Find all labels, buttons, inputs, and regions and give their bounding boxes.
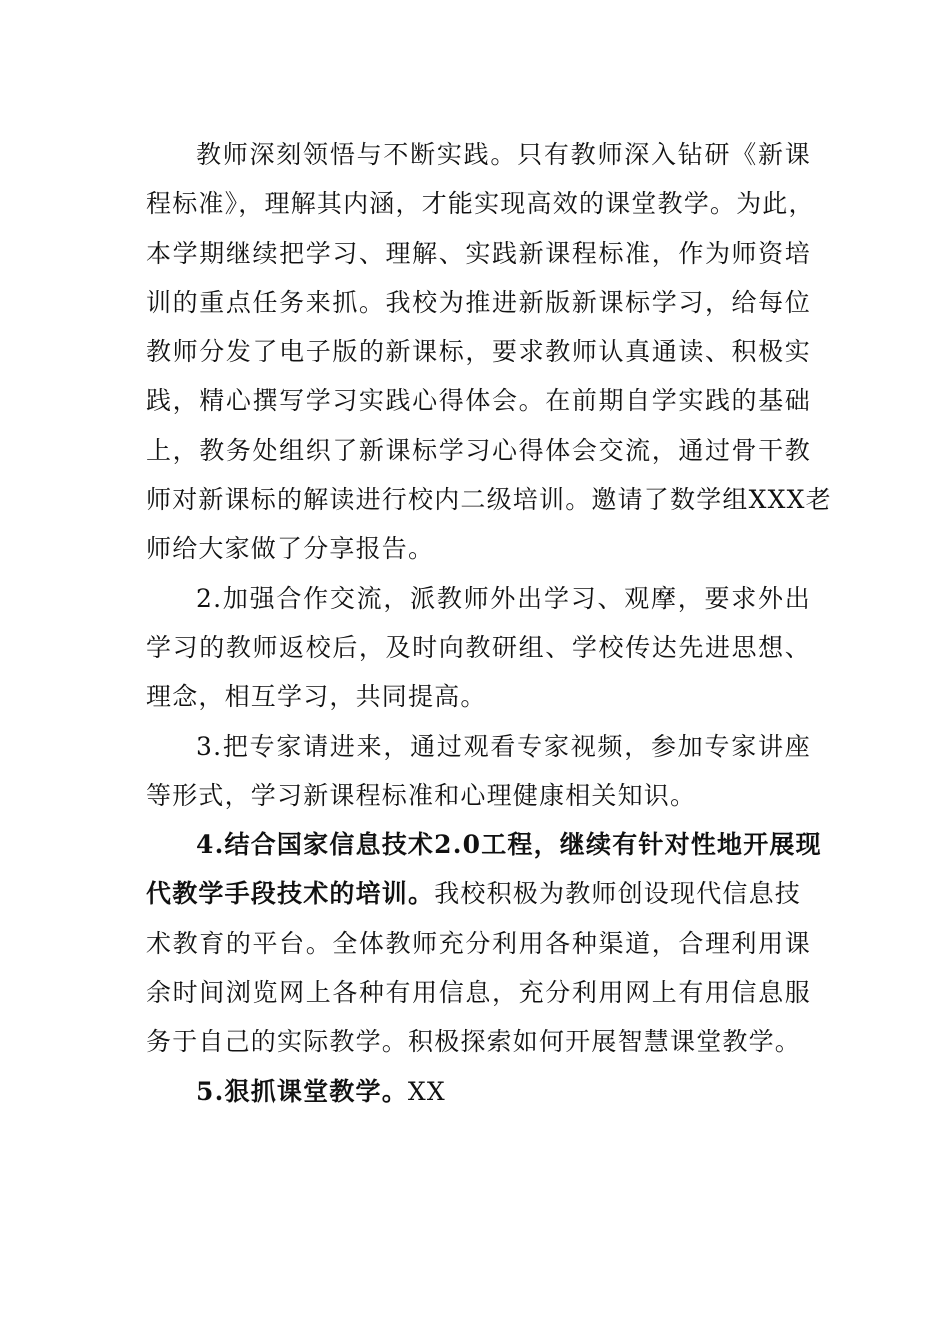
text-line: 教师分发了电子版的新课标，要求教师认真通读、积极实 [146, 337, 811, 367]
text-line: 余时间浏览网上各种有用信息，充分利用网上有用信息服 [146, 978, 811, 1008]
text-line: 师对新课标的解读进行校内二级培训。邀请了数学组XXX老 [146, 485, 832, 515]
text-line: 理念，相互学习，共同提高。 [146, 682, 487, 712]
text-line: 本学期继续把学习、理解、实践新课程标准，作为师资培 [146, 238, 811, 268]
text-fragment: XX [407, 1076, 446, 1106]
mixed-line [146, 869, 811, 918]
text-line: 师给大家做了分享报告。 [146, 534, 435, 564]
mixed-line [146, 1067, 811, 1116]
text-line: 程标准》，理解其内涵，才能实现高效的课堂教学。为此， [146, 189, 815, 219]
text-line: 学习的教师返校后，及时向教研组、学校传达先进思想、 [146, 632, 811, 662]
heading-line: 4.结合国家信息技术2.0工程，继续有针对性地开展现 [196, 830, 822, 860]
text-line: 上，教务处组织了新课标学习心得体会交流，通过骨干教 [146, 435, 811, 465]
text-fragment: 我校积极为教师创设现代信息技 [434, 879, 802, 909]
text-line: 务于自己的实际教学。积极探索如何开展智慧课堂教学。 [146, 1027, 802, 1057]
text-line: 教师深刻领悟与不断实践。只有教师深入钻研《新课 [196, 140, 811, 169]
text-line: 训的重点任务来抓。我校为推进新版新课标学习，给每位 [146, 287, 811, 317]
document-body [146, 130, 832, 1116]
heading-fragment: 5.狠抓课堂教学。 [196, 1076, 408, 1106]
heading-fragment: 代教学手段技术的培训。 [146, 879, 435, 909]
text-line: 践，精心撰写学习实践心得体会。在前期自学实践的基础 [146, 386, 811, 416]
text-line: 术教育的平台。全体教师充分利用各种渠道，合理利用课 [146, 928, 811, 958]
text-line: 2.加强合作交流，派教师外出学习、观摩，要求外出 [196, 583, 811, 613]
text-line: 等形式，学习新课程标准和心理健康相关知识。 [146, 780, 697, 810]
text-line: 3.把专家请进来，通过观看专家视频，参加专家讲座 [196, 731, 811, 761]
